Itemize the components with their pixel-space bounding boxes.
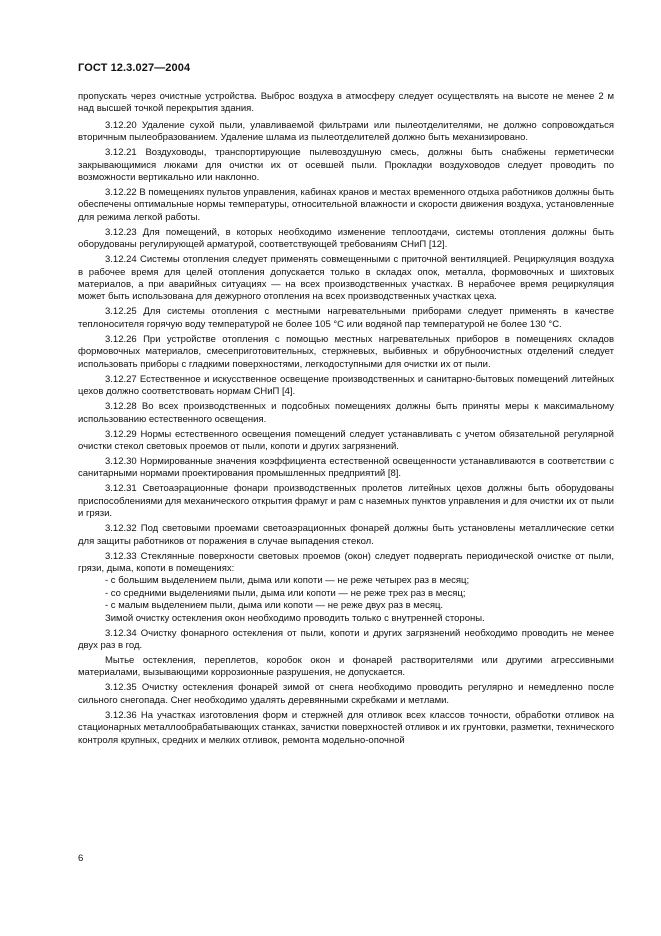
clause-3-12-24: 3.12.24 Системы отопления следует применять совмещенными с приточной вентиляцией. Рециркуляция воздуха в рабочее время для целей отопления допускается только в складах опок, металла, формовочных и шихтовых материалов, а при аварийных ситуациях — на всех производственных участках. В нерабочее время рециркуляция может быть использована для дежурного отопления на всех производственных участках цеха.	[78, 254, 614, 303]
clause-3-12-34: 3.12.34 Очистку фонарного остекления от пыли, копоти и других загрязнений необходимо проводить не менее двух раз в год.	[78, 627, 614, 651]
clause-3-12-21: 3.12.21 Воздуховоды, транспортирующие пылевоздушную смесь, должны быть снабжены герметически закрывающимися люками для очистки их от осевшей пыли. Прокладки воздуховодов следует проводить по возможности вертикально или наклонно.	[78, 147, 614, 184]
list-item: - с большим выделением пыли, дыма или копоти — не реже четырех раз в месяц;	[105, 575, 470, 587]
clause-3-12-27: 3.12.27 Естественное и искусственное освещение производственных и санитарно-бытовых помещений литейных цехов должно соответствовать нормам СНиП [4].	[78, 373, 614, 398]
list-item: - с малым выделением пыли, дыма или копоти — не реже двух раз в месяц.	[105, 600, 444, 612]
clause-3-12-33: 3.12.33 Стеклянные поверхности световых проемов (окон) следует подвергать периодической очистке от пыли, грязи, дыма, копоти в помещениях:	[78, 550, 614, 574]
clause-3-12-29: 3.12.29 Нормы естественного освещения помещений следует устанавливать с учетом обязательной регулярной очистки стекол световых проемов от пыли, копоти и других загрязнений.	[78, 428, 614, 452]
clause-3-12-28: 3.12.28 Во всех производственных и подсобных помещениях должны быть приняты меры к максимальному использованию естественного освещения.	[78, 401, 614, 425]
clause-3-12-36: 3.12.36 На участках изготовления форм и стержней для отливок всех классов точности, обработки отливок на стационарных металлообрабатывающих станках, зачистки поверхностей отливок и их грунтовки, разметки, технического контроля крупных, средних и мелких отливок, ремонта модельно-опочной	[78, 709, 614, 746]
clause-3-12-30: 3.12.30 Нормированные значения коэффициента естественной освещенности устанавливаются в соответствии с санитарными нормами проектирования промышленных предприятий [8].	[78, 455, 614, 480]
paragraph-washing: Мытье остекления, переплетов, коробок окон и фонарей растворителями или другими агрессивными материалами, вызывающими коррозионные разрушения, не допускается.	[78, 654, 614, 679]
clause-3-12-32: 3.12.32 Под световыми проемами светоаэрационных фонарей должны быть установлены металлические сетки для защиты работников от поражения в случае выпадения стекол.	[78, 523, 614, 547]
clause-3-12-22: 3.12.22 В помещениях пультов управления, кабинах кранов и местах временного отдыха работников должны быть обеспечены оптимальные нормы температуры, относительной влажности и скорости движения воздуха, установленные для режима легкой работы.	[78, 187, 614, 223]
clause-3-12-23: 3.12.23 Для помещений, в которых необходимо изменение теплоотдачи, системы отопления должны быть оборудованы регулирующей арматурой, соответствующей требованиям СНиП [12].	[78, 226, 614, 251]
paragraph-continuation: пропускать через очистные устройства. Выброс воздуха в атмосферу следует осуществлять на высоте не менее 2 м над высшей точкой перекрытия здания.	[78, 91, 614, 115]
page-number: 6	[78, 853, 84, 864]
paragraph-winter-cleaning: Зимой очистку остекления окон необходимо проводить только с внутренней стороны.	[105, 612, 485, 624]
clause-3-12-20: 3.12.20 Удаление сухой пыли, улавливаемой фильтрами или пылеотделителями, не должно сопровождаться вторичным пылеобразованием. Удаление шлама из пылеотделителей должно быть механизировано.	[78, 119, 614, 144]
clause-3-12-35: 3.12.35 Очистку остекления фонарей зимой от снега необходимо проводить регулярно и немедленно после сильного снегопада. Снег необходимо удалять деревянными скребками и метлами.	[78, 682, 614, 706]
clause-3-12-25: 3.12.25 Для системы отопления с местными нагревательными приборами следует применять в качестве теплоносителя горячую воду температурой не более 105 °С или водяной пар температурой не более 130 °С.	[78, 306, 614, 330]
clause-3-12-31: 3.12.31 Светоаэрационные фонари производственных пролетов литейных цехов должны быть оборудованы приспособлениями для механического открытия фрамуг и рам с наземных пунктов управления и для очистки их от пыли и грязи.	[78, 483, 614, 520]
document-body	[78, 91, 614, 750]
document-header: ГОСТ 12.3.027—2004	[78, 62, 191, 74]
clause-3-12-26: 3.12.26 При устройстве отопления с помощью местных нагревательных приборов в помещениях складов формовочных материалов, смесеприготовительных, стержневых, выбивных и обрубноочистных отделений следует использовать приборы с гладкими поверхностями, легкодоступными для очистки их от пыли.	[78, 333, 614, 370]
list-item: - со средними выделениями пыли, дыма или копоти — не реже трех раз в месяц;	[105, 587, 466, 599]
